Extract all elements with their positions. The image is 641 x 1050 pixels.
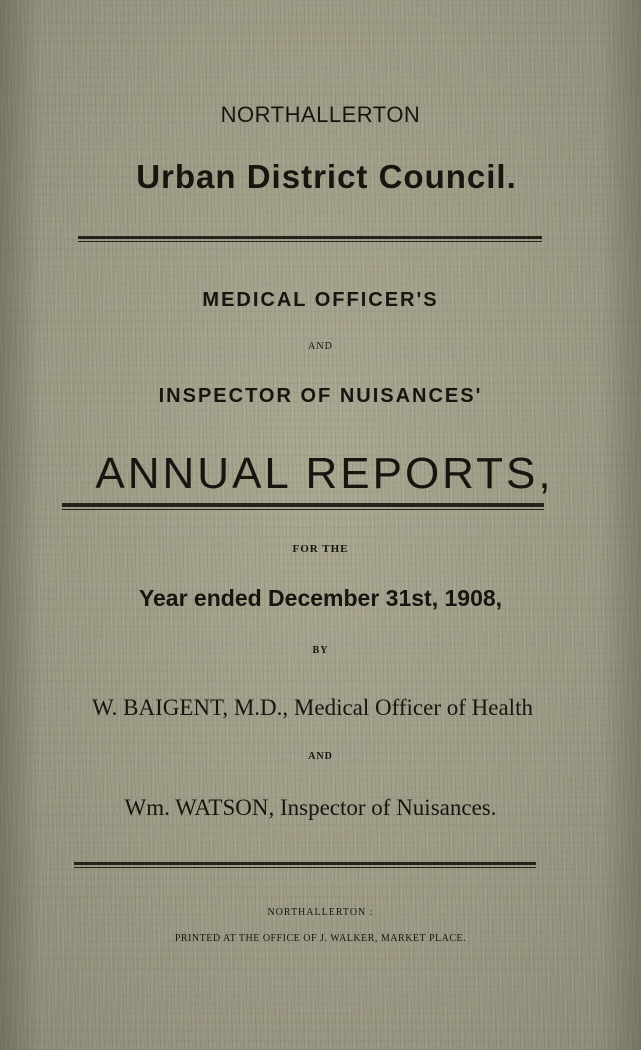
inspector-title: INSPECTOR OF NUISANCES' (158, 385, 483, 407)
middle-double-rule-upper (62, 503, 544, 507)
council-heading: Urban District Council. (136, 158, 517, 195)
bottom-double-rule-upper (74, 862, 536, 865)
and-connector-2: AND (308, 751, 333, 762)
top-double-rule-lower (78, 241, 542, 242)
medical-officer-title: MEDICAL OFFICER'S (202, 289, 439, 311)
by-label: BY (312, 645, 329, 656)
right-edge-shading (601, 0, 641, 1050)
left-edge-shading (0, 0, 40, 1050)
top-double-rule-upper (78, 236, 542, 239)
bottom-double-rule-lower (74, 867, 536, 868)
author-watson: Wm. WATSON, Inspector of Nuisances. (124, 795, 497, 820)
year-ended-line: Year ended December 31st, 1908, (138, 585, 503, 611)
imprint-place: NORTHALLERTON : (267, 907, 374, 918)
town-heading: NORTHALLERTON (220, 102, 421, 127)
and-connector-1: AND (308, 341, 333, 352)
for-the-label: FOR THE (292, 543, 349, 555)
author-baigent: W. BAIGENT, M.D., Medical Officer of Health (92, 695, 533, 720)
annual-reports-heading: ANNUAL REPORTS, (95, 449, 554, 498)
imprint-printer: PRINTED AT THE OFFICE OF J. WALKER, MARKET PLACE. (174, 933, 467, 944)
middle-double-rule-lower (62, 509, 544, 510)
